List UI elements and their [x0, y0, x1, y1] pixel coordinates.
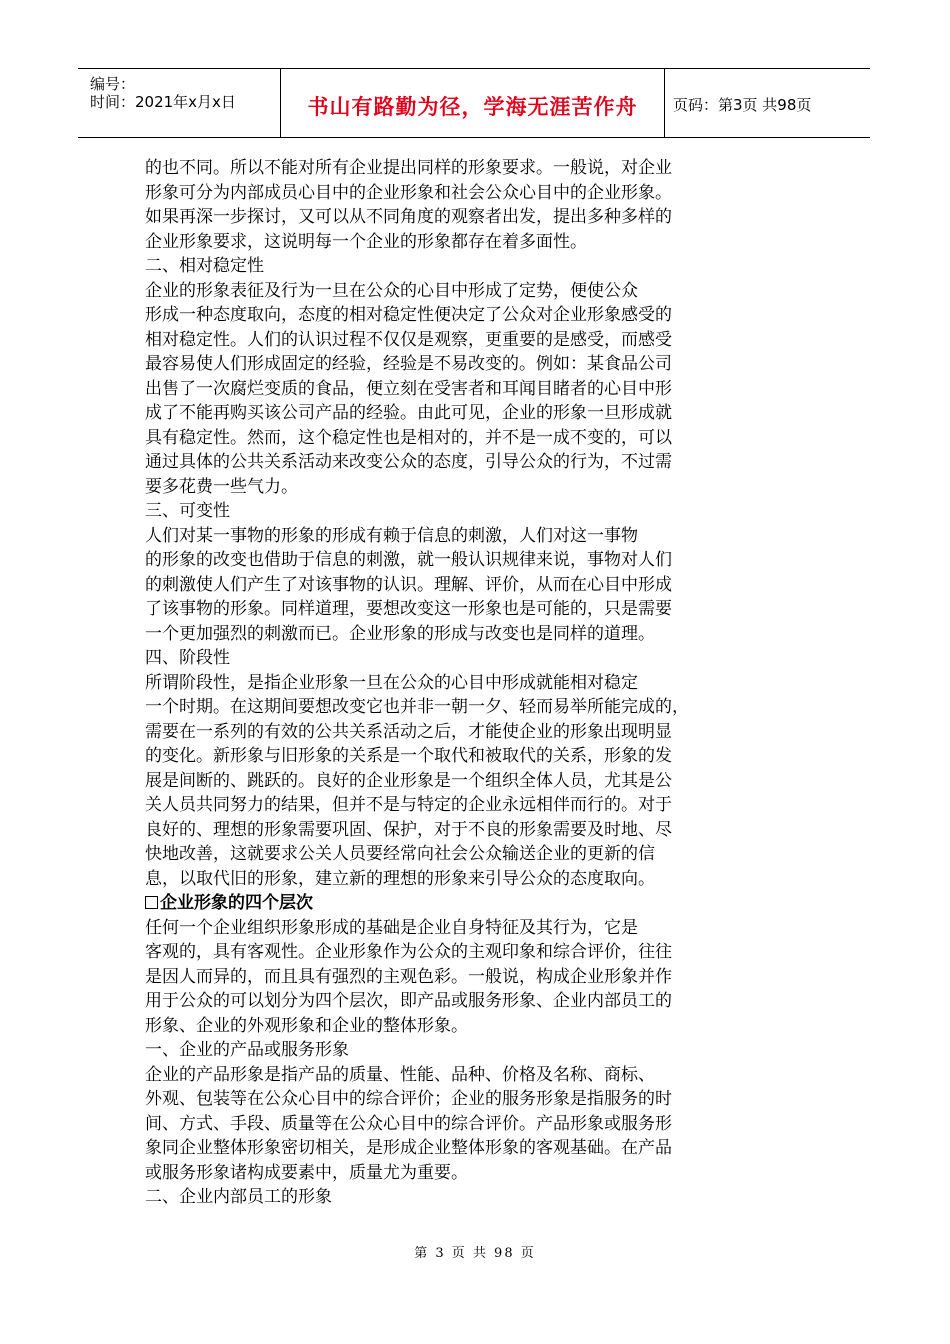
serial-label: 编号：: [90, 75, 136, 93]
text-line: 关人员共同努力的结果，但并不是与特定的企业永远相伴而行的。对于: [145, 795, 672, 815]
section-heading: 二、企业内部员工的形象: [145, 1187, 332, 1207]
text-line: 的也不同。所以不能对所有企业提出同样的形象要求。一般说，对企业: [145, 158, 672, 178]
text-line: 企业的形象表征及行为一旦在公众的心目中形成了定势，便使公众: [145, 280, 638, 301]
bold-heading: [145, 891, 755, 916]
text-line: 最容易使人们形成固定的经验，经验是不易改变的。例如：某食品公司: [145, 354, 672, 374]
text-line: 用于公众的可以划分为四个层次，即产品或服务形象、企业内部员工的: [145, 991, 672, 1011]
header-page-cell: [665, 69, 870, 137]
text-line: 人们对某一事物的形象的形成有赖于信息的刺激，人们对这一事物: [145, 525, 638, 546]
text-line: 的变化。新形象与旧形象的关系是一个取代和被取代的关系，形象的发: [145, 746, 672, 766]
text-line: 出售了一次腐烂变质的食品，便立刻在受害者和耳闻目睹者的心目中形: [145, 378, 672, 399]
text-line: 的形象的改变也借助于信息的刺激，就一般认识规律来说，事物对人们: [145, 550, 672, 570]
text-line: 需要在一系列的有效的公共关系活动之后，才能使企业的形象出现明显: [145, 721, 672, 742]
text-line: 展是间断的、跳跃的。良好的企业形象是一个组织全体人员，尤其是公: [145, 770, 672, 791]
text-line: 一个更加强烈的刺激而已。企业形象的形成与改变也是同样的道理。: [145, 623, 655, 644]
document-body: [145, 156, 755, 1210]
text-line: 息，以取代旧的形象，建立新的理想的形象来引导公众的态度取向。: [145, 868, 655, 889]
text-line: 形成一种态度取向，态度的相对稳定性便决定了公众对企业形象感受的: [145, 305, 672, 325]
text-line: 良好的、理想的形象需要巩固、保护，对于不良的形象需要及时地、尽: [145, 819, 672, 840]
header-motto-cell: [281, 69, 665, 137]
text-line: 如果再深一步探讨，又可以从不同角度的观察者出发，提出多种多样的: [145, 207, 672, 227]
text-line: 一个时期。在这期间要想改变它也并非一朝一夕、轻而易举所能完成的，: [145, 697, 689, 717]
page-header: [78, 68, 870, 138]
text-line: 客观的，具有客观性。企业形象作为公众的主观印象和综合评价，往往: [145, 942, 672, 962]
text-line: 形象可分为内部成员心目中的企业形象和社会公众心目中的企业形象。: [145, 182, 672, 203]
bold-heading-text: 企业形象的四个层次: [160, 893, 313, 913]
header-info-cell: [78, 69, 281, 137]
text-line: 形象、企业的外观形象和企业的整体形象。: [145, 1015, 468, 1036]
text-line: 企业的产品形象是指产品的质量、性能、品种、价格及名称、商标、: [145, 1064, 655, 1085]
section-heading: 一、企业的产品或服务形象: [145, 1040, 349, 1060]
text-line: 相对稳定性。人们的认识过程不仅仅是观察，更重要的是感受，而感受: [145, 329, 672, 350]
text-line: 所谓阶段性，是指企业形象一旦在公众的心目中形成就能相对稳定: [145, 672, 638, 693]
page-number: 页码：第3页 共98页: [673, 96, 812, 114]
text-line: 企业形象要求，这说明每一个企业的形象都存在着多面性。: [145, 231, 587, 252]
text-line: 快地改善，这就要求公关人员要经常向社会公众输送企业的更新的信: [145, 844, 655, 864]
text-line: 是因人而异的，而且具有强烈的主观色彩。一般说，构成企业形象并作: [145, 966, 672, 987]
text-line: 要多花费一些气力。: [145, 476, 298, 497]
text-line: 间、方式、手段、质量等在公众心目中的综合评价。产品形象或服务形: [145, 1113, 672, 1134]
section-heading: 三、可变性: [145, 501, 230, 521]
motto: 书山有路勤为径，学海无涯苦作舟: [307, 95, 638, 119]
text-line: 成了不能再购买该公司产品的经验。由此可见，企业的形象一旦形成就: [145, 403, 672, 423]
text-line: 的刺激使人们产生了对该事物的认识。理解、评价，从而在心目中形成: [145, 574, 672, 595]
checkbox-square-icon: [145, 896, 158, 909]
text-line: 或服务形象诸构成要素中，质量尤为重要。: [145, 1162, 468, 1183]
page-footer: 第 3 页 共 98 页: [414, 1246, 536, 1261]
section-heading: 二、相对稳定性: [145, 256, 264, 276]
text-line: 外观、包装等在公众心目中的综合评价；企业的服务形象是指服务的时: [145, 1089, 672, 1109]
text-line: 象同企业整体形象密切相关，是形成企业整体形象的客观基础。在产品: [145, 1138, 672, 1158]
text-line: 任何一个企业组织形象形成的基础是企业自身特征及其行为，它是: [145, 917, 638, 938]
text-line: 具有稳定性。然而，这个稳定性也是相对的，并不是一成不变的，可以: [145, 427, 672, 448]
text-line: 了该事物的形象。同样道理，要想改变这一形象也是可能的，只是需要: [145, 599, 672, 619]
section-heading: 四、阶段性: [145, 648, 230, 668]
text-line: 通过具体的公共关系活动来改变公众的态度，引导公众的行为，不过需: [145, 452, 672, 472]
time-label: 时间：2021年x月x日: [90, 93, 236, 111]
